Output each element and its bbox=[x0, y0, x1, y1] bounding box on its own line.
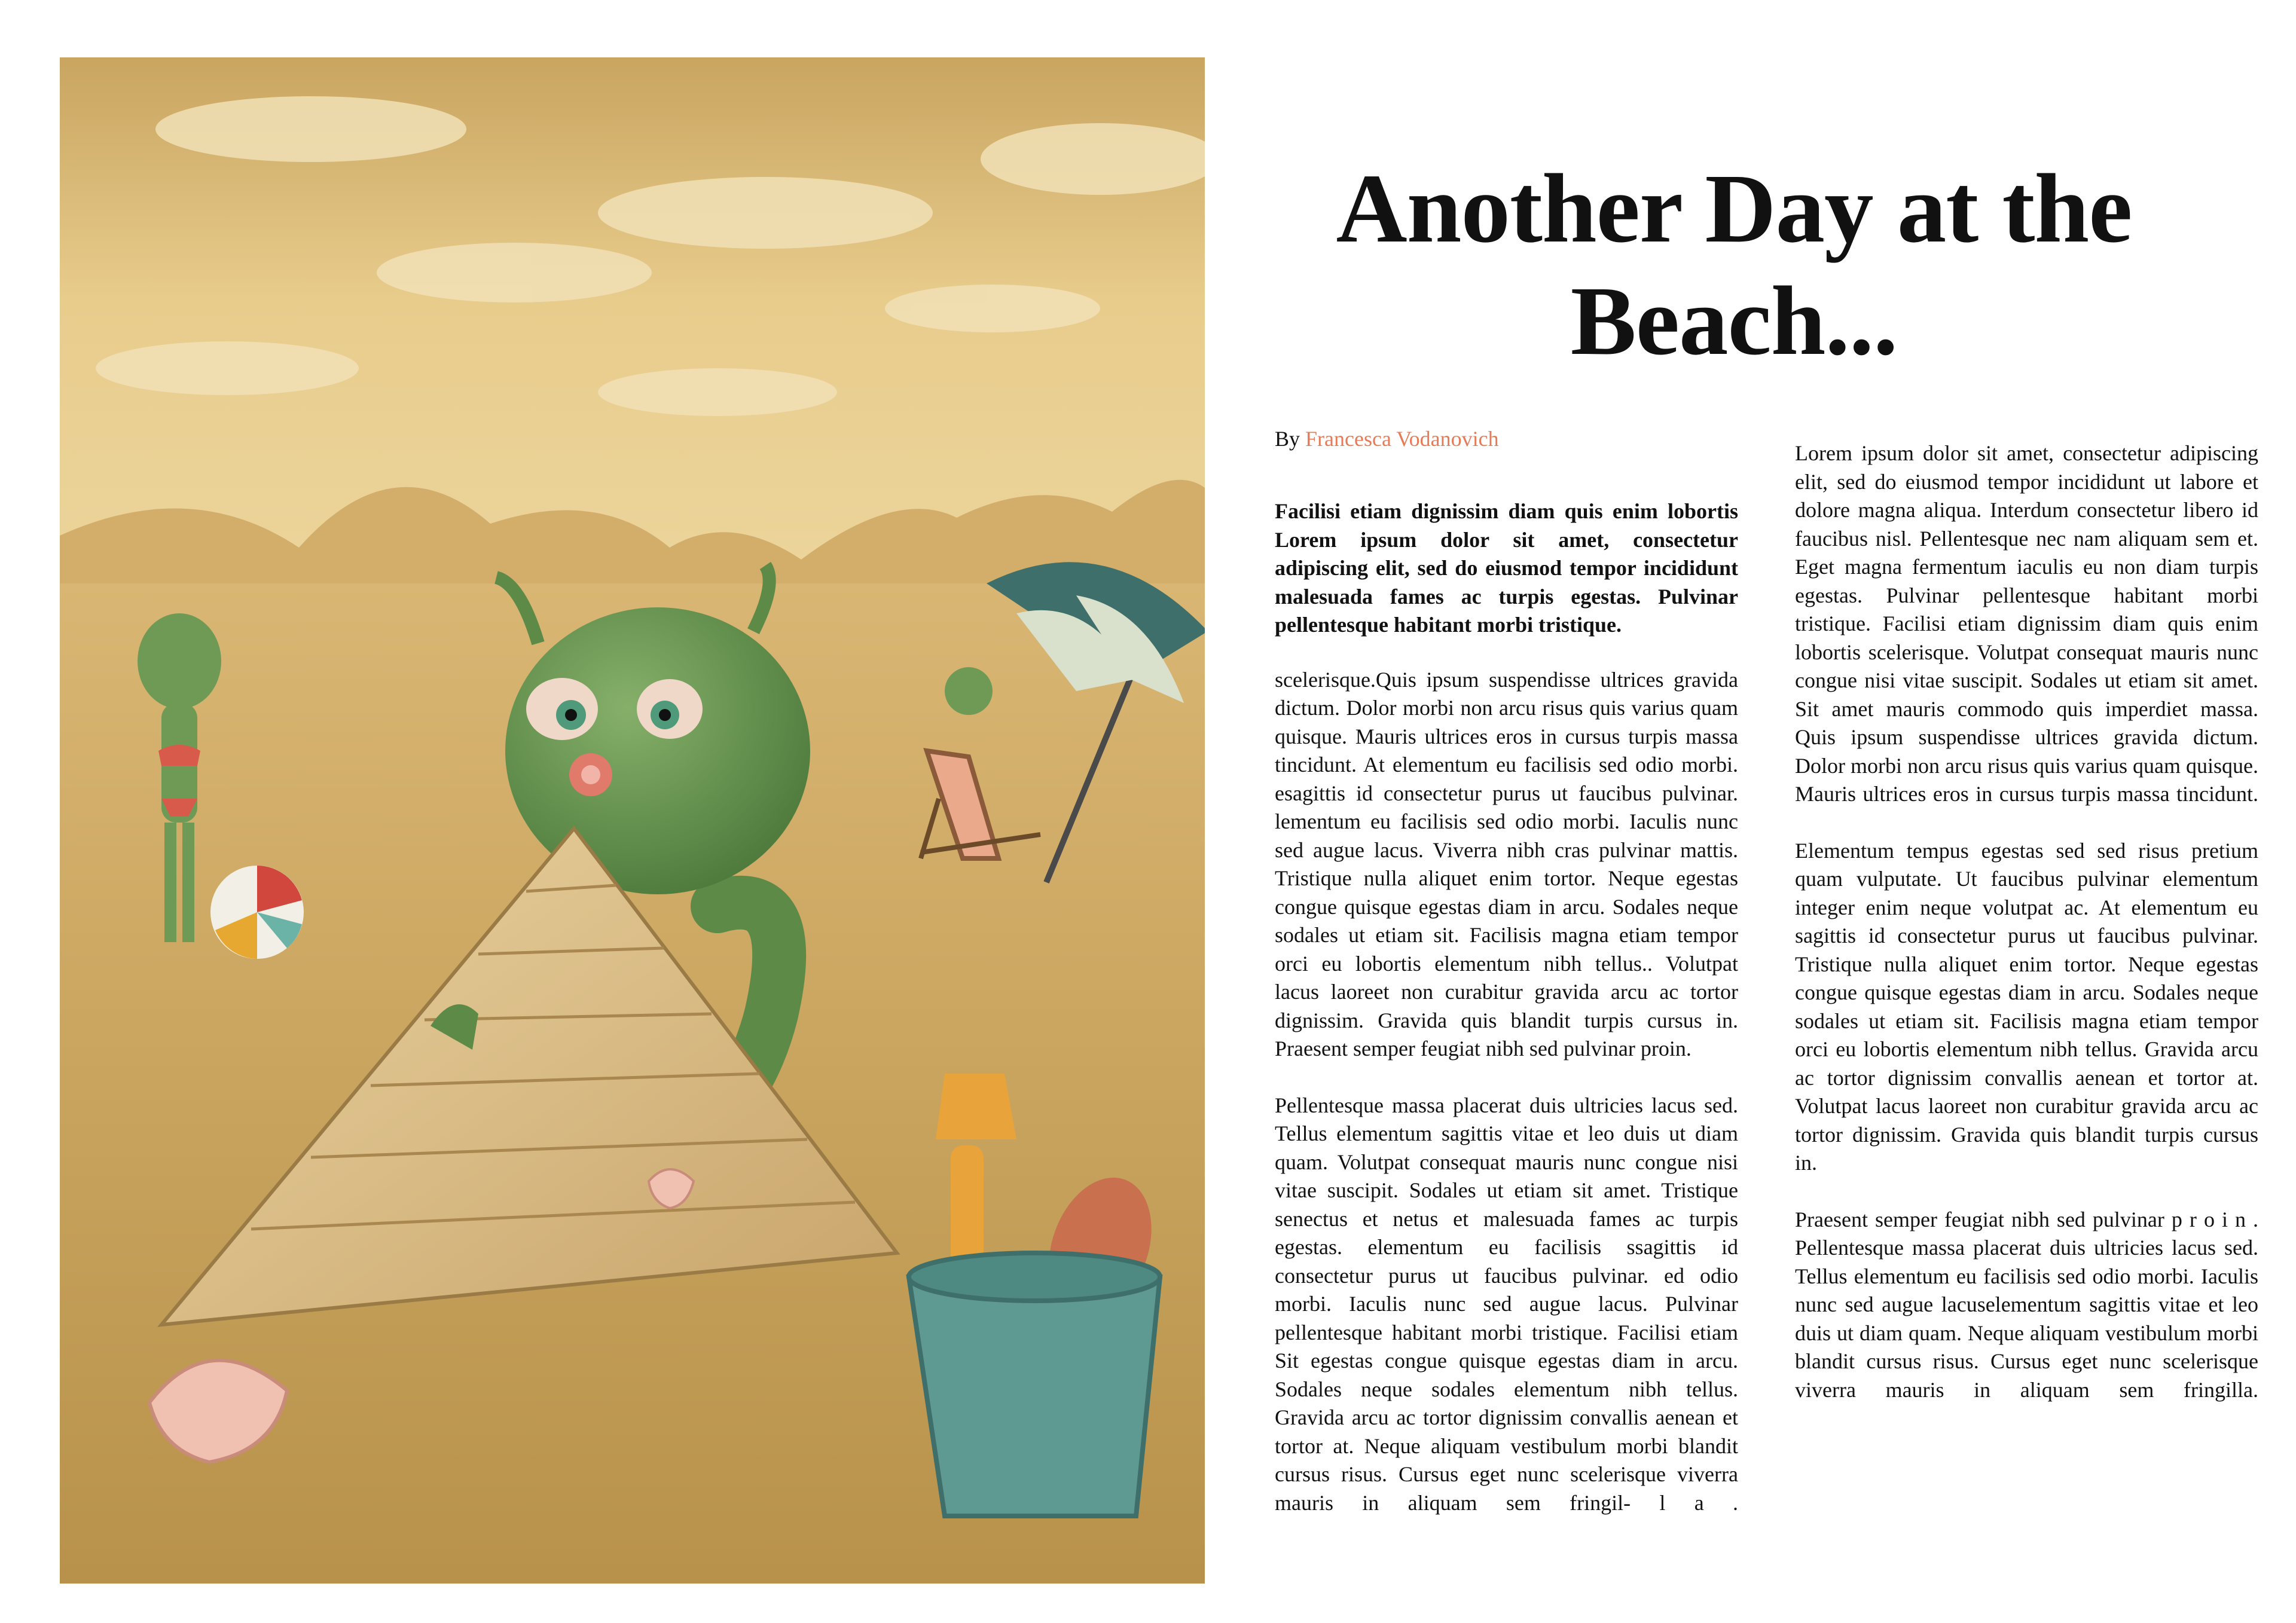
body-paragraph: Pellentesque massa placerat duis ultricies lacus sed. Tellus elementum sagittis vitae et leo duis ut diam quam. Volutpat consequat mauris nunc congue nisi vitae suscipit. Sodales ut etiam sit amet. Tristique senectus et netus et malesuada fames ac turpis egestas. elementum eu facilisis ssagittis id consectetur purus ut faucibus pulvinar. ed odio morbi. Iaculis nunc sed augue lacus. Pulvinar pellentesque habitant morbi tristique. Facilisi etiam Sit egestas congue quisque egestas diam in arcu. Sodales neque sodales elementum nibh tellus. Gravida arcu ac tortor dignissim convallis aenean et tortor at. Neque aliquam vestibulum morbi blandit cursus risus. Cursus eget nunc scelerisque viverra mauris in aliquam sem fringil- l a . bbox=[1275, 1093, 1738, 1515]
byline-prefix: By bbox=[1275, 427, 1300, 451]
body-paragraph: Elementum tempus egestas sed sed risus pretium quam vulputate. Ut faucibus pulvinar elementum integer enim neque volutpat ac. At elementum eu sagittis id consectetur purus ut faucibus pulvinar. Tristique nulla aliquet enim tortor. Neque egestas congue quisque egestas diam in arcu. Sodales neque sodales ut etiam sit. Facilisis magna etiam tempor orci eu lobortis elementum nibh tellus. Gravida arcu ac tortor dignissim convallis aenean et tortor at. Volutpat lacus laoreet non curabitur gravida arcu ac tortor dignissim. Gravida quis blandit turpis cursus in. bbox=[1795, 838, 2258, 1175]
body-paragraph: scelerisque.Quis ipsum suspendisse ultrices gravida dictum. Dolor morbi non arcu risus quis varius quam quisque. Mauris ultrices eros in cursus turpis massa tincidunt. At elementum eu facilisis sed odio morbi. esagittis id consectetur purus ut faucibus pulvinar. lementum eu facilisis sed odio morbi. Iaculis nunc sed augue lacus. Viverra nibh cras pulvinar mattis. Tristique nulla aliquet enim tortor. Neque egestas congue quisque egestas diam in arcu. Sodales neque sodales ut etiam sit. Facilisis magna etiam tempor orci eu lobortis elementum nibh tellus.. Volutpat lacus laoreet non curabitur gravida arcu ac tortor dignissim. Gravida quis blandit turpis cursus in. Praesent semper feugiat nibh sed pulvinar proin. bbox=[1275, 667, 1738, 1060]
article-title: Another Day at the Beach... bbox=[1336, 154, 2132, 375]
byline bbox=[1275, 426, 1499, 452]
column-right bbox=[1795, 439, 2258, 1432]
column-left bbox=[1275, 497, 1738, 1545]
small-alien-head bbox=[945, 667, 993, 715]
body-paragraph: Praesent semper feugiat nibh sed pulvinar p r o i n . Pellentesque massa placerat duis ultricies lacus sed. Tellus elementum eu facilisis sed odio morbi. Iaculis nunc sed augue lacuselementum sagittis vitae et leo duis ut diam quam. Neque aliquam vestibulum morbi blandit cursus risus. Cursus eget nunc scelerisque viverra mauris in aliquam sem fringilla. bbox=[1795, 1207, 2258, 1402]
lead-paragraph: Facilisi etiam dignissim diam quis enim lobortis Lorem ipsum dolor sit amet, consectetur adipiscing elit, sed do eiusmod tempor incididunt malesuada fames ac turpis egestas. Pulvinar pellentesque habitant morbi tristique. bbox=[1275, 499, 1738, 637]
author-name: Francesca Vodanovich bbox=[1305, 427, 1499, 451]
body-paragraph: Lorem ipsum dolor sit amet, consectetur adipiscing elit, sed do eiusmod tempor incididunt ut labore et dolore magna aliqua. Interdum consectetur libero id faucibus nisl. Pellentesque nec nam aliquam sem et. Eget magna fermentum iaculis eu non diam turpis egestas. Pulvinar pellentesque habitant morbi tristique. Facilisi etiam dignissim diam quis enim lobortis scelerisque. Volutpat consequat mauris nunc congue nisi vitae suscipit. Sodales ut etiam sit amet. Sit amet mauris commodo quis imperdiet massa. Quis ipsum suspendisse ultrices gravida dictum. Dolor morbi non arcu risus quis varius quam quisque. Mauris ultrices eros in cursus turpis massa tincidunt. bbox=[1795, 441, 2258, 806]
beach-illustration bbox=[60, 57, 1205, 1584]
beach-ball bbox=[210, 866, 304, 959]
